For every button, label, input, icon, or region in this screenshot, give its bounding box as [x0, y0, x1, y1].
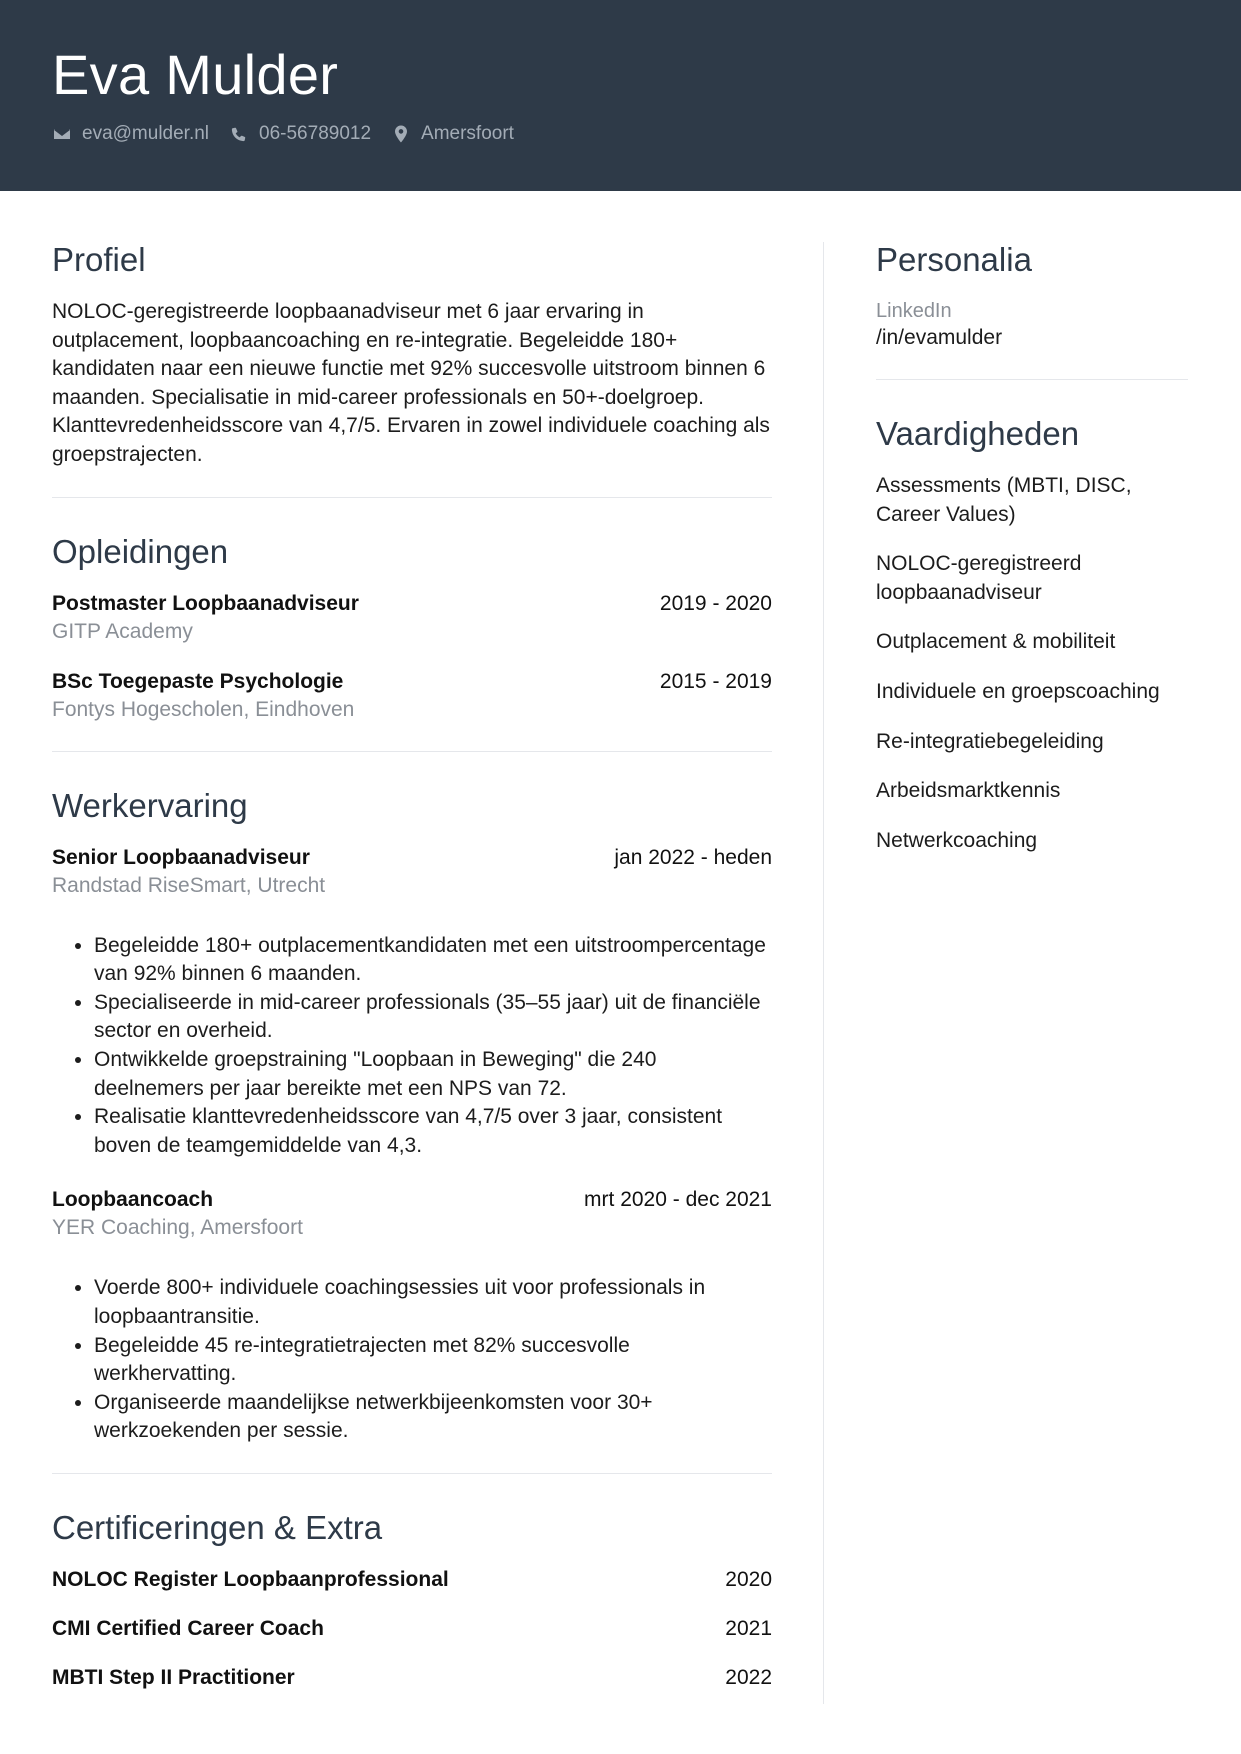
- phone-icon: [229, 124, 249, 144]
- contact-bar: [52, 123, 534, 145]
- job-dates: mrt 2020 - dec 2021: [584, 1188, 772, 1212]
- section-title-education: Opleidingen: [52, 532, 229, 570]
- envelope-icon: [52, 124, 72, 144]
- main-column: [52, 240, 772, 1713]
- certification-year: 2022: [725, 1665, 772, 1689]
- section-title-skills: Vaardigheden: [876, 415, 1080, 452]
- job-company: YER Coaching, Amersfoort: [52, 1216, 303, 1240]
- candidate-name: Eva Mulder: [52, 43, 339, 106]
- list-item: • Realisatie klanttevredenheidsscore van 4,7/5 over 3 jaar, consistent boven de teamgemiddelde van 4,3.: [94, 1103, 772, 1160]
- education-title: Postmaster Loopbaanadviseur: [52, 591, 359, 615]
- skill-item: Outplacement & mobiliteit: [876, 630, 1116, 654]
- email-text: eva@mulder.nl: [82, 123, 210, 144]
- list-item: • Begeleidde 180+ outplacementkandidaten met een uitstroompercentage van 92% binnen 6 maanden.: [94, 932, 772, 989]
- experience-section: [52, 786, 772, 1446]
- section-title-experience: Werkervaring: [52, 786, 248, 824]
- certification-name: NOLOC Register Loopbaanprofessional: [52, 1567, 449, 1591]
- column-divider: [823, 242, 824, 1704]
- list-item: • Specialiseerde in mid-career professionals (35–55 jaar) uit de financiële sector en overheid.: [94, 989, 772, 1046]
- job-company: Randstad RiseSmart, Utrecht: [52, 873, 326, 897]
- section-divider: [52, 497, 772, 498]
- personalia-section: [876, 240, 1188, 352]
- header-banner: [0, 0, 1241, 191]
- certifications-section: [52, 1508, 772, 1692]
- contact-phone[interactable]: [229, 123, 371, 145]
- linkedin-link[interactable]: /in/evamulder: [876, 326, 1003, 349]
- skill-item: Netwerkcoaching: [876, 828, 1038, 852]
- skills-list: [876, 472, 1188, 855]
- job-bullets: [52, 932, 772, 1161]
- skill-item: Individuele en groepscoaching: [876, 679, 1160, 703]
- experience-entry: [52, 844, 772, 1161]
- phone-text: 06-56789012: [259, 123, 372, 144]
- job-title: Senior Loopbaanadviseur: [52, 845, 310, 869]
- section-title-profile: Profiel: [52, 241, 146, 278]
- education-dates: 2015 - 2019: [659, 669, 772, 693]
- certification-row: [52, 1664, 772, 1692]
- profile-text: NOLOC-geregistreerde loopbaanadviseur met 6 jaar ervaring in outplacement, loopbaancoaching en re-integratie. Begeleidde 180+ kandidaten naar een nieuwe functie met 92% succesvolle uitstroom binnen 6 maanden. Specialisatie in mid-career professionals en 50+-doelgroep. Klanttevredenheidsscore van 4,7/5. Ervaren in zowel individuele coaching als groepstrajecten.: [52, 300, 770, 466]
- education-institution: GITP Academy: [52, 619, 193, 643]
- certification-row: [52, 1615, 772, 1643]
- education-entry: [52, 590, 772, 646]
- location-pin-icon: [391, 124, 411, 144]
- certification-year: 2020: [725, 1567, 772, 1591]
- section-divider: [52, 1473, 772, 1474]
- list-item: • Begeleidde 45 re-integratietrajecten met 82% succesvolle werkhervatting.: [94, 1332, 772, 1389]
- section-divider: [876, 379, 1188, 380]
- sidebar-column: [876, 240, 1188, 876]
- location-text: Amersfoort: [421, 123, 514, 144]
- certification-row: [52, 1566, 772, 1594]
- certification-name: CMI Certified Career Coach: [52, 1616, 324, 1640]
- experience-entry: [52, 1186, 772, 1446]
- list-item: • Organiseerde maandelijkse netwerkbijeenkomsten voor 30+ werkzoekenden per sessie.: [94, 1389, 772, 1446]
- skill-item: Arbeidsmarktkennis: [876, 779, 1061, 803]
- section-title-personalia: Personalia: [876, 241, 1032, 278]
- education-title: BSc Toegepaste Psychologie: [52, 669, 344, 693]
- contact-email[interactable]: [52, 123, 209, 145]
- section-divider: [52, 751, 772, 752]
- skill-item: Assessments (MBTI, DISC, Career Values): [876, 474, 1132, 526]
- list-item: • Ontwikkelde groepstraining "Loopbaan in Beweging" die 240 deelnemers per jaar bereikte met een NPS van 72.: [94, 1046, 772, 1103]
- education-section: [52, 532, 772, 724]
- list-item: • Voerde 800+ individuele coachingsessies uit voor professionals in loopbaantransitie.: [94, 1274, 772, 1331]
- skill-item: NOLOC-geregistreerd loopbaanadviseur: [876, 552, 1082, 604]
- certification-year: 2021: [725, 1616, 772, 1640]
- education-dates: 2019 - 2020: [659, 591, 772, 615]
- job-title: Loopbaancoach: [52, 1188, 214, 1212]
- certification-name: MBTI Step II Practitioner: [52, 1665, 295, 1689]
- profile-section: [52, 240, 772, 470]
- job-bullets: [52, 1274, 772, 1446]
- job-dates: jan 2022 - heden: [614, 845, 772, 869]
- skill-item: Re-integratiebegeleiding: [876, 729, 1104, 753]
- education-institution: Fontys Hogescholen, Eindhoven: [52, 697, 355, 721]
- section-title-certifications: Certificeringen & Extra: [52, 1508, 383, 1546]
- linkedin-label: LinkedIn: [876, 300, 952, 322]
- contact-location: [391, 123, 514, 145]
- skills-section: [876, 414, 1188, 855]
- education-entry: [52, 668, 772, 724]
